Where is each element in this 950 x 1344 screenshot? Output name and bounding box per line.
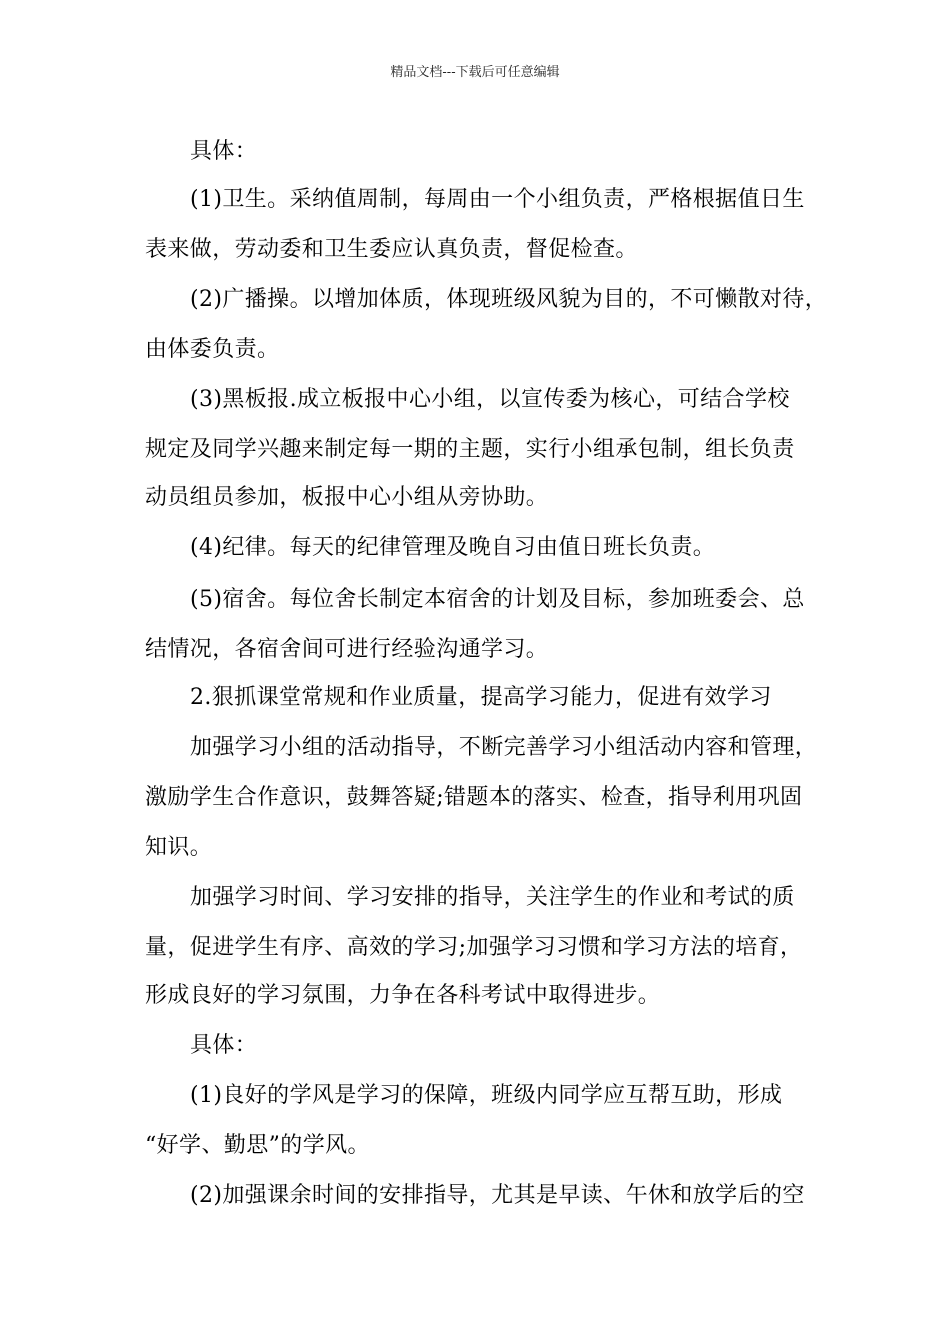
paragraph-line: 激励学生合作意识，鼓舞答疑;错题本的落实、检查，指导利用巩固 [145,785,803,810]
paragraph-line: 形成良好的学习氛围，力争在各科考试中取得进步。 [145,983,661,1008]
paragraph-line: (5)宿舍。每位舍长制定本宿舍的计划及目标，参加班委会、总 [190,587,805,612]
paragraph-line: 具体： [190,139,258,164]
paragraph-line: 量，促进学生有序、高效的学习;加强学习习惯和学习方法的培育， [145,935,803,960]
paragraph-line: (3)黑板报.成立板报中心小组，以宣传委为核心，可结合学校 [190,387,790,412]
page-header: 精品文档---下载后可任意编辑 [390,65,560,80]
paragraph-line: (1)卫生。采纳值周制，每周由一个小组负责，严格根据值日生 [190,187,805,212]
paragraph-line: (2)广播操。以增加体质，体现班级风貌为目的，不可懒散对待， [190,287,828,312]
paragraph-line: (1)良好的学风是学习的保障，班级内同学应互帮互助，形成 [190,1083,783,1108]
paragraph-line: “好学、勤思”的学风。 [145,1133,370,1158]
section-heading: 2.狠抓课堂常规和作业质量，提高学习能力，促进有效学习 [190,685,772,710]
paragraph-line: 加强学习小组的活动指导，不断完善学习小组活动内容和管理， [190,735,818,760]
paragraph-line: 由体委负责。 [145,337,280,362]
paragraph-line: (4)纪律。每天的纪律管理及晚自习由值日班长负责。 [190,535,716,560]
paragraph-line: 具体： [190,1033,258,1058]
paragraph-line: (2)加强课余时间的安排指导，尤其是早读、午休和放学后的空 [190,1183,805,1208]
paragraph-line: 规定及同学兴趣来制定每一期的主题，实行小组承包制，组长负责 [145,437,795,462]
paragraph-line: 加强学习时间、学习安排的指导，关注学生的作业和考试的质 [190,885,795,910]
paragraph-line: 知识。 [145,835,213,860]
paragraph-line: 表来做，劳动委和卫生委应认真负责，督促检查。 [145,237,638,262]
paragraph-line: 动员组员参加，板报中心小组从旁协助。 [145,485,549,510]
paragraph-line: 结情况，各宿舍间可进行经验沟通学习。 [145,637,549,662]
